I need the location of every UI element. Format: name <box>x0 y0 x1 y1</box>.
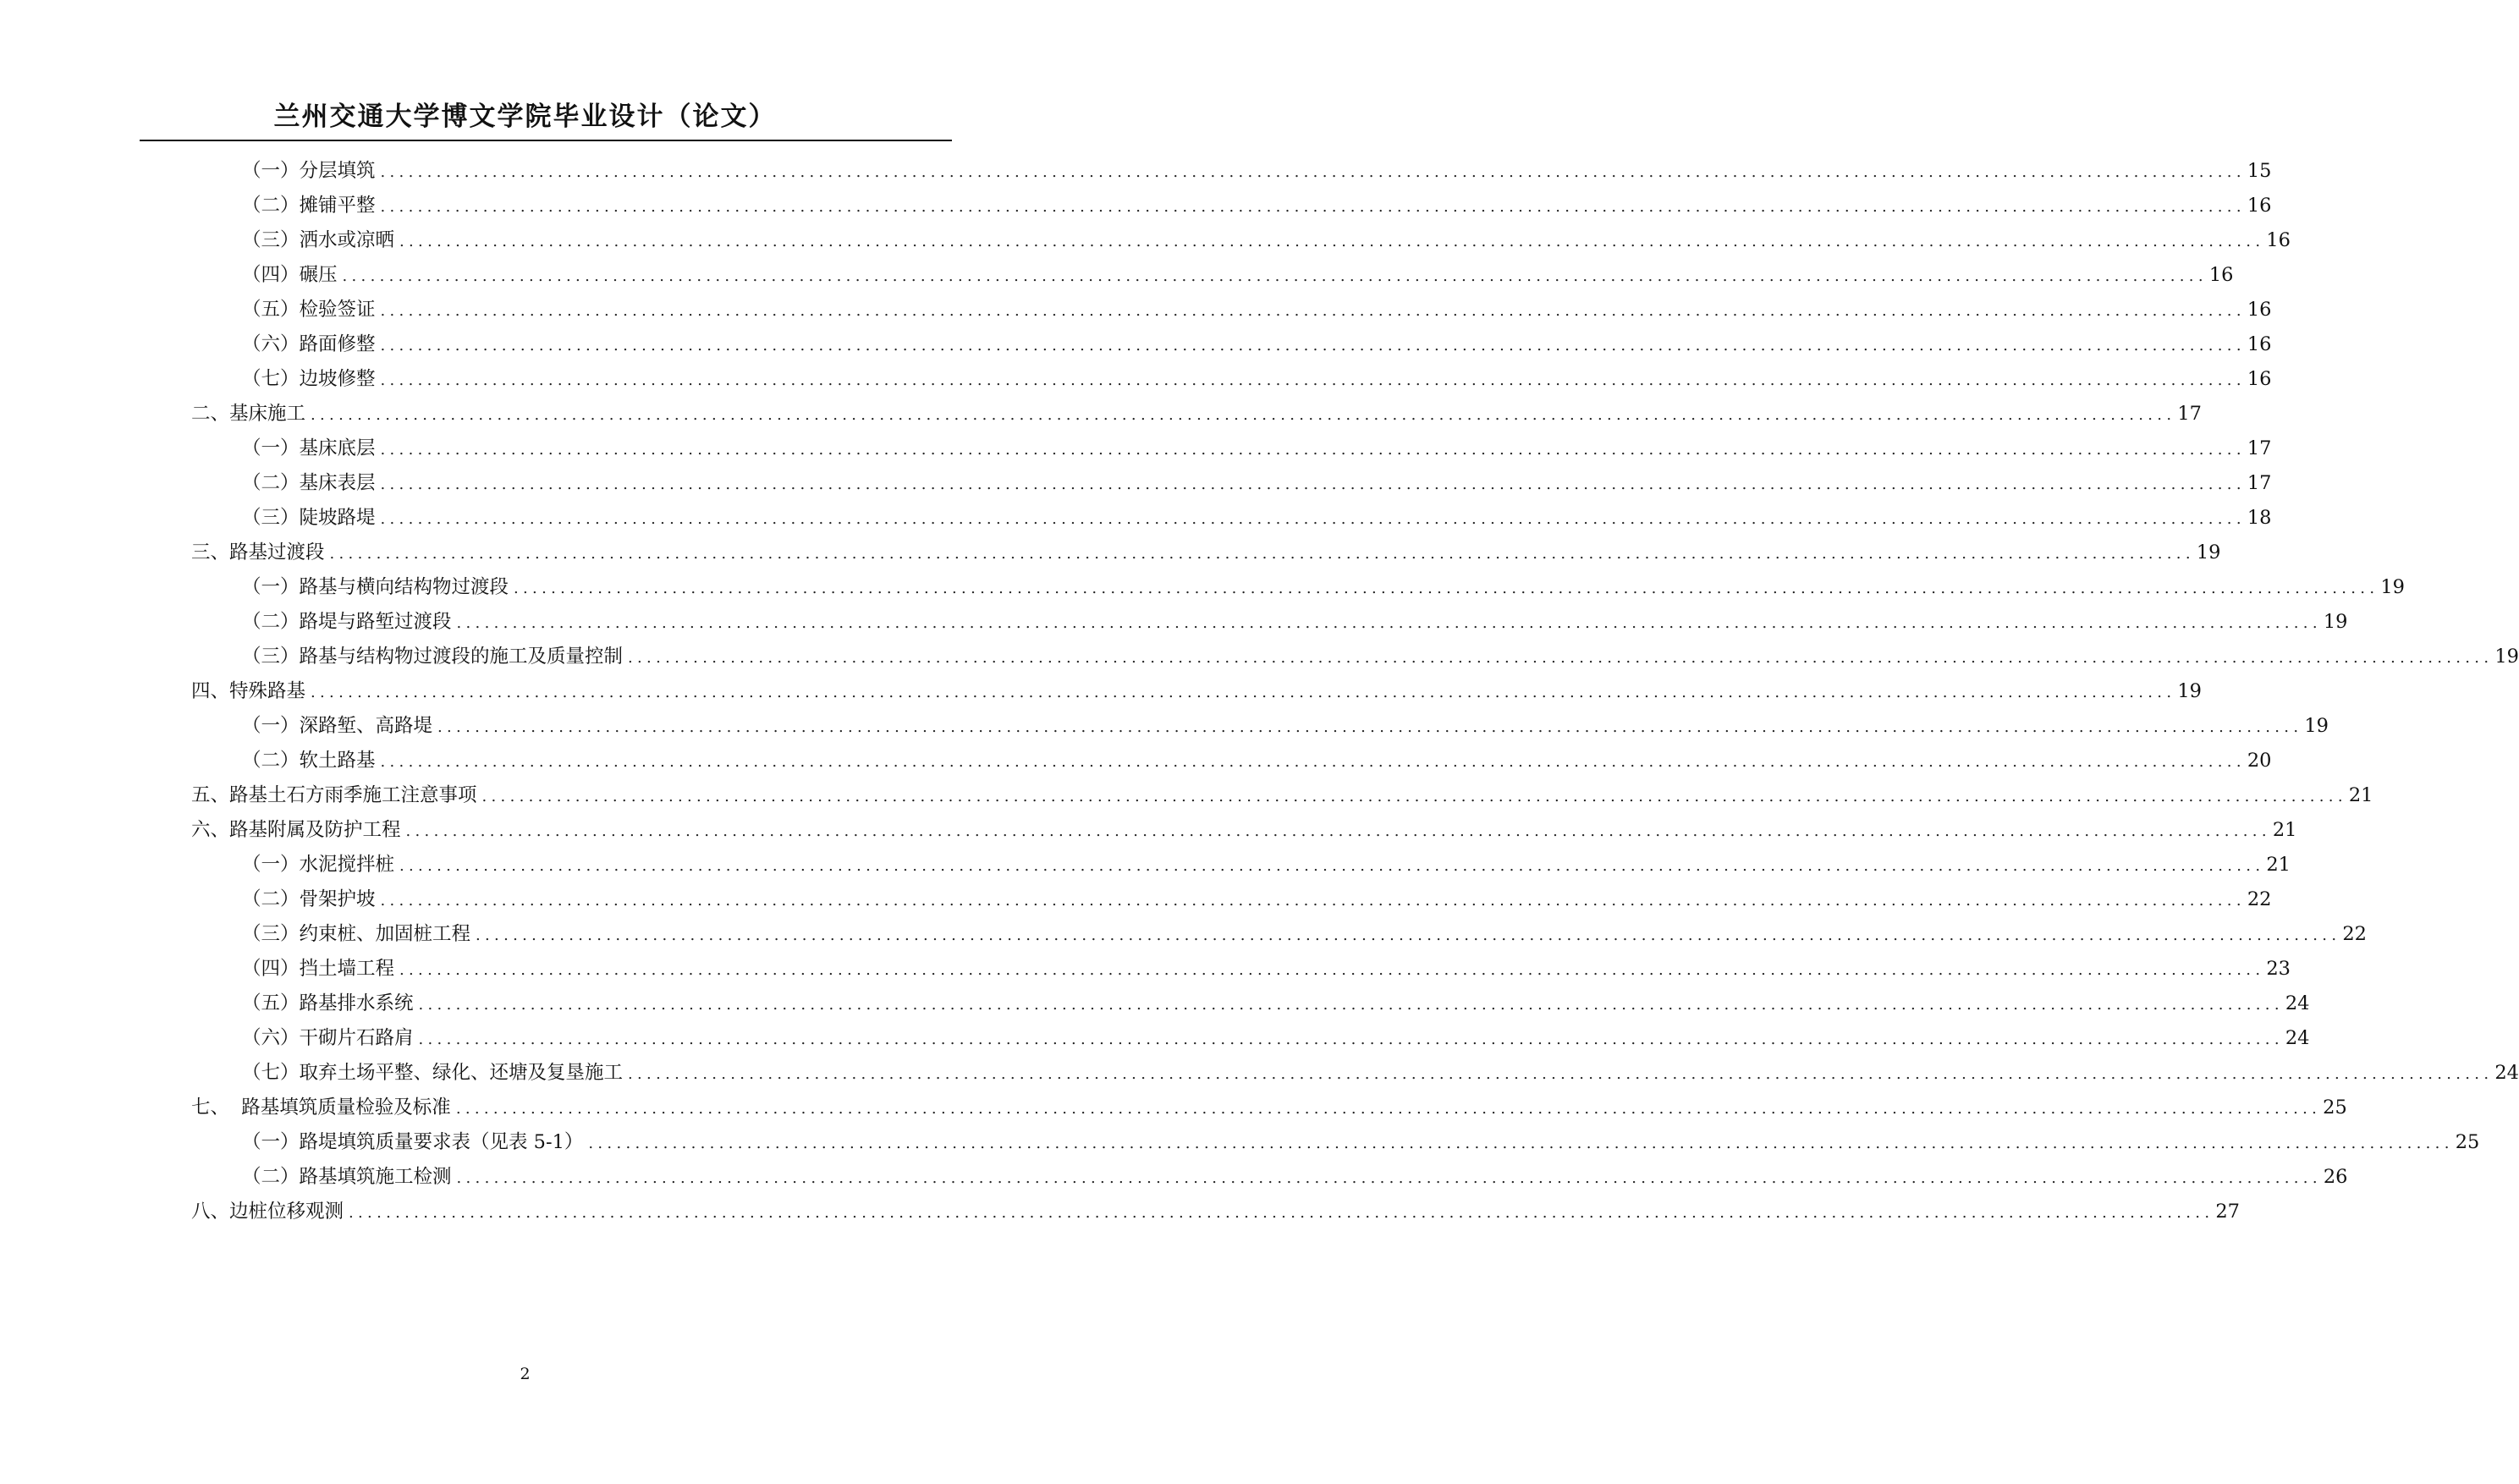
toc-entry[interactable] <box>191 674 2202 708</box>
toc-entry-label: （二）骨架护坡 <box>242 888 376 910</box>
header-divider <box>140 140 952 141</box>
toc-entry-label: （二）软土路基 <box>242 750 376 772</box>
toc-entry-page-number: 27 <box>2215 1201 2240 1223</box>
toc-entry-label: 二、基床施工 <box>191 403 306 425</box>
toc-entry-page-number: 17 <box>2247 472 2272 494</box>
toc-dot-leader: ........................................................................................................................................................................................................ <box>380 510 2246 528</box>
toc-dot-leader: ........................................................................................................................................................................................................ <box>329 545 2195 563</box>
toc-entry-page-number: 24 <box>2285 992 2310 1014</box>
toc-entry[interactable] <box>242 1056 2519 1090</box>
toc-entry-label: （一）深路堑、高路堤 <box>242 715 433 737</box>
toc-dot-leader: ........................................................................................................................................................................................................ <box>481 788 2347 805</box>
toc-entry-page-number: 19 <box>2177 680 2202 702</box>
toc-entry-label: 八、边桩位移观测 <box>191 1201 344 1223</box>
toc-entry[interactable] <box>242 154 2272 188</box>
toc-dot-leader: ........................................................................................................................................................................................................ <box>455 1100 2322 1118</box>
toc-entry-label: （七）边坡修整 <box>242 368 376 390</box>
toc-dot-leader: ........................................................................................................................................................................................................ <box>380 163 2246 181</box>
toc-entry[interactable] <box>242 848 2291 882</box>
toc-entry-label: （四）碾压 <box>242 264 338 286</box>
toc-dot-leader: ........................................................................................................................................................................................................ <box>437 718 2303 736</box>
toc-entry-label: （三）洒水或凉晒 <box>242 229 395 251</box>
toc-entry-page-number: 19 <box>2196 541 2221 563</box>
toc-dot-leader: ........................................................................................................................................................................................................ <box>380 198 2246 216</box>
toc-entry[interactable] <box>242 189 2272 223</box>
toc-entry-page-number: 16 <box>2208 264 2234 286</box>
toc-entry-label: 四、特殊路基 <box>191 680 306 702</box>
toc-entry-label: （六）路面修整 <box>242 333 376 355</box>
toc-dot-leader: ........................................................................................................................................................................................................ <box>514 580 2379 597</box>
toc-entry-label: （二）基床表层 <box>242 472 376 494</box>
toc-entry-label: （四）挡土墙工程 <box>242 958 395 980</box>
toc-dot-leader: ........................................................................................................................................................................................................ <box>399 961 2265 979</box>
toc-entry-page-number: 21 <box>2266 854 2291 876</box>
toc-entry[interactable] <box>242 1160 2348 1194</box>
toc-entry-label: （五）路基排水系统 <box>242 992 414 1014</box>
toc-entry-page-number: 16 <box>2247 299 2272 321</box>
toc-entry-label: 七、 路基填筑质量检验及标准 <box>191 1097 451 1118</box>
toc-entry-page-number: 19 <box>2304 715 2329 737</box>
toc-dot-leader: ........................................................................................................................................................................................................ <box>418 1031 2284 1048</box>
toc-entry-label: （一）基床底层 <box>242 437 376 459</box>
toc-dot-leader: ........................................................................................................................................................................................................ <box>456 614 2322 632</box>
toc-entry-page-number: 16 <box>2247 368 2272 390</box>
toc-entry-label: （三）陡坡路堤 <box>242 507 376 529</box>
toc-entry[interactable] <box>242 293 2272 327</box>
toc-entry[interactable] <box>191 1091 2347 1124</box>
toc-entry[interactable] <box>191 536 2221 569</box>
toc-entry-label: （二）摊铺平整 <box>242 195 376 217</box>
toc-dot-leader: ........................................................................................................................................................................................................ <box>342 267 2208 285</box>
toc-entry-page-number: 21 <box>2272 819 2297 841</box>
toc-entry-page-number: 23 <box>2266 958 2291 980</box>
toc-entry-label: 三、路基过渡段 <box>191 541 325 563</box>
toc-entry-page-number: 19 <box>2380 576 2405 598</box>
toc-dot-leader: ........................................................................................................................................................................................................ <box>476 926 2341 944</box>
toc-entry[interactable] <box>242 605 2348 639</box>
toc-entry-page-number: 17 <box>2247 437 2272 459</box>
toc-entry-page-number: 16 <box>2247 195 2272 217</box>
toc-entry[interactable] <box>242 466 2272 500</box>
toc-dot-leader: ........................................................................................................................................................................................................ <box>418 996 2284 1014</box>
toc-entry-page-number: 24 <box>2285 1027 2310 1049</box>
toc-entry-page-number: 22 <box>2247 888 2272 910</box>
toc-entry-page-number: 19 <box>2494 646 2519 668</box>
toc-entry-page-number: 21 <box>2348 784 2373 806</box>
toc-entry-label: （三）约束桩、加固桩工程 <box>242 923 471 945</box>
toc-entry[interactable] <box>242 570 2405 604</box>
toc-dot-leader: ........................................................................................................................................................................................................ <box>349 1204 2214 1222</box>
toc-entry-label: （六）干砌片石路肩 <box>242 1027 414 1049</box>
toc-entry-label: （五）检验签证 <box>242 299 376 321</box>
toc-entry[interactable] <box>242 431 2272 465</box>
toc-entry[interactable] <box>242 258 2234 292</box>
toc-dot-leader: ........................................................................................................................................................................................................ <box>628 1065 2494 1083</box>
toc-dot-leader: ........................................................................................................................................................................................................ <box>380 475 2246 493</box>
toc-dot-leader: ........................................................................................................................................................................................................ <box>405 822 2271 840</box>
toc-entry[interactable] <box>242 882 2272 916</box>
toc-dot-leader: ........................................................................................................................................................................................................ <box>588 1135 2454 1152</box>
toc-entry[interactable] <box>242 640 2519 673</box>
toc-dot-leader: ........................................................................................................................................................................................................ <box>399 857 2265 875</box>
toc-entry-label: （一）分层填筑 <box>242 160 376 182</box>
toc-entry-label: （七）取弃土场平整、绿化、还塘及复垦施工 <box>242 1062 624 1084</box>
toc-entry-page-number: 26 <box>2323 1166 2348 1188</box>
toc-entry[interactable] <box>191 397 2202 431</box>
page-number: 2 <box>520 1365 531 1383</box>
toc-entry[interactable] <box>242 987 2310 1020</box>
toc-dot-leader: ........................................................................................................................................................................................................ <box>311 406 2176 424</box>
toc-entry-page-number: 18 <box>2247 507 2272 529</box>
toc-entry-label: （一）路基与横向结构物过渡段 <box>242 576 509 598</box>
toc-entry-page-number: 24 <box>2494 1062 2519 1084</box>
toc-dot-leader: ........................................................................................................................................................................................................ <box>380 302 2246 320</box>
toc-entry-label: （一）路堤填筑质量要求表（见表 5-1） <box>242 1131 584 1153</box>
toc-entry[interactable] <box>242 1021 2310 1055</box>
toc-dot-leader: ........................................................................................................................................................................................................ <box>380 371 2246 389</box>
toc-entry[interactable] <box>191 778 2373 812</box>
toc-dot-leader: ........................................................................................................................................................................................................ <box>380 753 2246 771</box>
toc-entry-page-number: 22 <box>2342 923 2367 945</box>
toc-entry[interactable] <box>242 917 2367 951</box>
toc-dot-leader: ........................................................................................................................................................................................................ <box>628 649 2494 667</box>
toc-entry-page-number: 25 <box>2323 1097 2347 1118</box>
toc-entry-label: 六、路基附属及防护工程 <box>191 819 401 841</box>
toc-entry[interactable] <box>242 744 2272 778</box>
toc-dot-leader: ........................................................................................................................................................................................................ <box>399 233 2265 250</box>
toc-dot-leader: ........................................................................................................................................................................................................ <box>380 441 2246 459</box>
toc-dot-leader: ........................................................................................................................................................................................................ <box>456 1169 2322 1187</box>
toc-entry-page-number: 19 <box>2323 611 2348 633</box>
toc-entry[interactable] <box>242 952 2291 986</box>
toc-entry[interactable] <box>242 1125 2480 1159</box>
toc-dot-leader: ........................................................................................................................................................................................................ <box>311 684 2176 701</box>
toc-entry-page-number: 25 <box>2455 1131 2480 1153</box>
toc-entry[interactable] <box>191 1195 2240 1228</box>
toc-entry[interactable] <box>242 501 2272 535</box>
toc-entry-label: （二）路基填筑施工检测 <box>242 1166 452 1188</box>
toc-entry-page-number: 16 <box>2266 229 2291 251</box>
toc-dot-leader: ........................................................................................................................................................................................................ <box>380 337 2246 355</box>
toc-entry[interactable] <box>242 223 2291 257</box>
toc-entry[interactable] <box>242 362 2272 396</box>
toc-entry-label: （一）水泥搅拌桩 <box>242 854 395 876</box>
toc-entry[interactable] <box>242 327 2272 361</box>
toc-entry-label: 五、路基土石方雨季施工注意事项 <box>191 784 477 806</box>
toc-entry-label: （二）路堤与路堑过渡段 <box>242 611 452 633</box>
toc-entry-page-number: 20 <box>2247 750 2272 772</box>
toc-dot-leader: ........................................................................................................................................................................................................ <box>380 892 2246 910</box>
toc-entry-label: （三）路基与结构物过渡段的施工及质量控制 <box>242 646 624 668</box>
toc-entry[interactable] <box>242 709 2329 743</box>
document-header-title: 兰州交通大学博文学院毕业设计（论文） <box>273 102 777 132</box>
toc-entry[interactable] <box>191 813 2297 847</box>
toc-entry-page-number: 16 <box>2247 333 2272 355</box>
toc-entry-page-number: 15 <box>2247 160 2272 182</box>
toc-entry-page-number: 17 <box>2177 403 2202 425</box>
